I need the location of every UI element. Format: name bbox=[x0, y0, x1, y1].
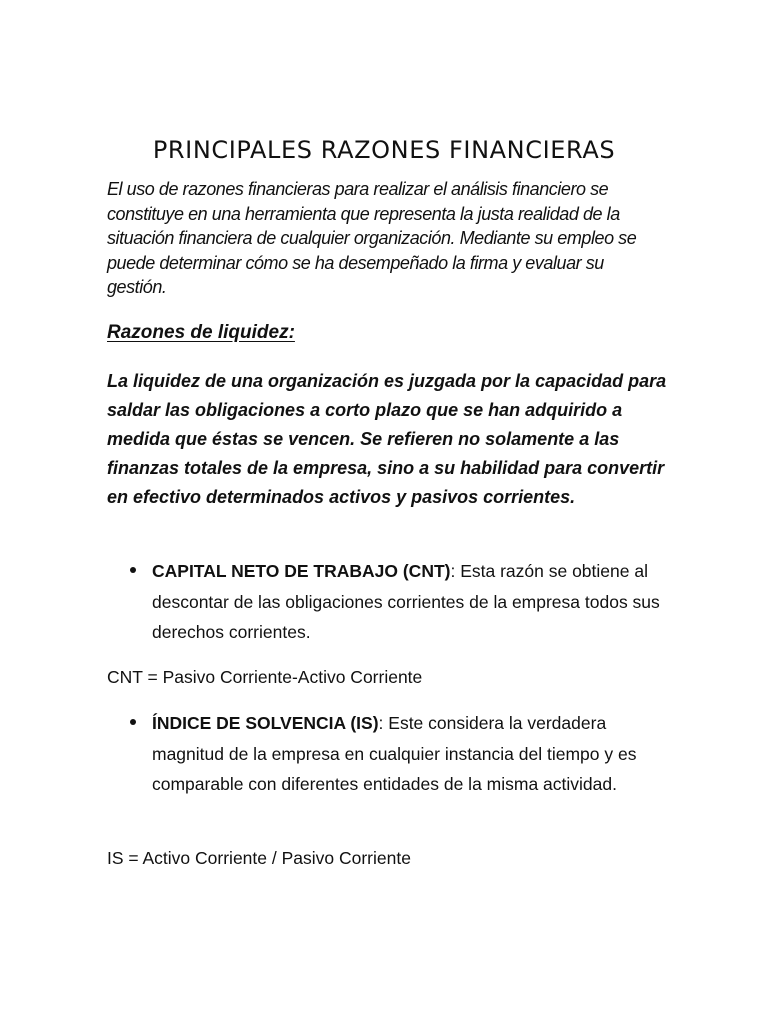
page-title: PRINCIPALES RAZONES FINANCIERAS bbox=[152, 136, 616, 164]
intro-paragraph: El uso de razones financieras para realizar el análisis financiero se constituye en una herramienta que representa la justa realidad de la situación financiera de cualquier organización. Mediante su empleo se puede determinar cómo se ha desempeñado la firma y evaluar su gestión. bbox=[107, 179, 637, 297]
formula-cnt: CNT = Pasivo Corriente-Activo Corriente bbox=[107, 667, 423, 687]
ratio-description: : Esta razón se obtiene al descontar de las obligaciones corrientes de la empresa todos sus derechos corrientes. bbox=[152, 561, 660, 642]
section-heading: Razones de liquidez: bbox=[107, 322, 295, 343]
liquidity-paragraph: La liquidez de una organización es juzgada por la capacidad para saldar las obligaciones a corto plazo que se han adquirido a medida que éstas se vencen. Se refieren no solamente a las finanzas totales de la empresa, sino a su habilidad para convertir en efectivo determinados activos y pasivos corrientes. bbox=[107, 371, 667, 507]
ratio-item-cnt bbox=[130, 556, 670, 648]
formula-is: IS = Activo Corriente / Pasivo Corriente bbox=[107, 848, 411, 868]
ratio-text bbox=[152, 708, 670, 800]
bullet-icon bbox=[130, 567, 136, 573]
bullet-icon bbox=[130, 719, 136, 725]
ratio-text bbox=[152, 556, 670, 648]
ratio-term: CAPITAL NETO DE TRABAJO (CNT) bbox=[152, 561, 451, 581]
ratio-description: : Este considera la verdadera magnitud de la empresa en cualquier instancia del tiempo y es comparable con diferentes entidades de la misma actividad. bbox=[152, 713, 637, 794]
ratio-item-is bbox=[130, 708, 670, 800]
ratio-term: ÍNDICE DE SOLVENCIA (IS) bbox=[152, 713, 379, 733]
